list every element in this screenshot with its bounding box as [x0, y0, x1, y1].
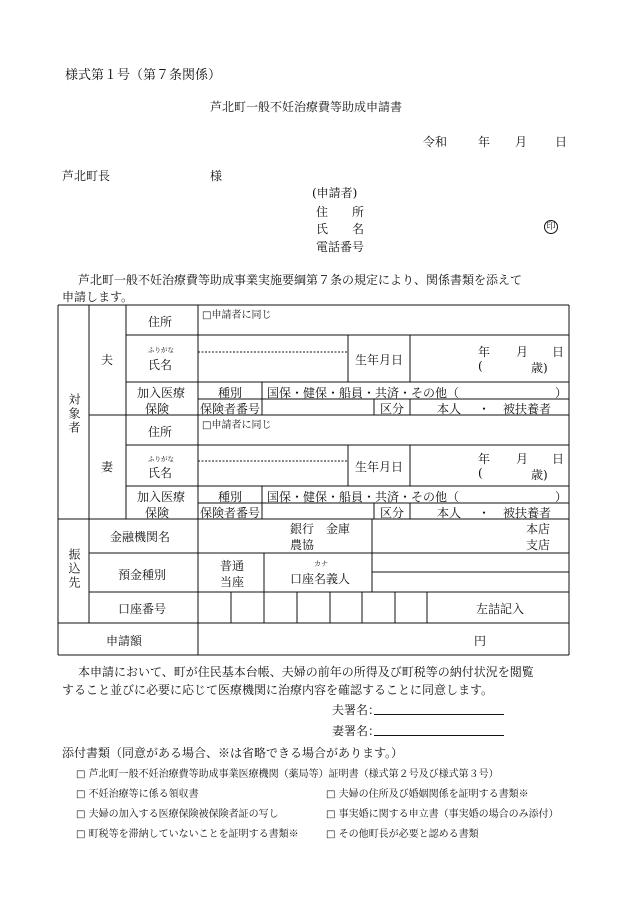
husband-kind-options: 国保・健保・船員・共済・その他（ ）: [267, 386, 568, 400]
attachment-item-7[interactable]: □ その他町長が必要と認める書類: [326, 829, 479, 840]
branch-option: 支店: [526, 538, 551, 552]
attachment-item-2[interactable]: □ 不妊治療等に係る領収書: [76, 789, 199, 800]
wife-insurance-label-2: 保険: [145, 506, 170, 520]
transfer-label: 振込先: [67, 548, 81, 590]
target-person-label: 対象者: [67, 393, 81, 435]
wife-dot: ・: [478, 506, 491, 520]
attachment-item-4[interactable]: □ 夫婦の加入する医療保険被保険者証の写し: [76, 809, 279, 820]
husband-same-as-applicant-checkbox[interactable]: □申請者に同じ: [202, 310, 272, 321]
wife-age-close: 歳): [531, 468, 548, 482]
applicant-name-label: 氏 名: [316, 222, 365, 236]
husband-category-label: 区分: [380, 402, 405, 416]
husband-signature-line[interactable]: [374, 714, 504, 715]
wife-insurance-label-1: 加入医療: [137, 490, 186, 504]
account-number-label: 口座番号: [118, 602, 167, 616]
intro-line-1: 芦北町一般不妊治療費等助成事業実施要綱第７条の規定により、関係書類を添えて: [78, 273, 523, 287]
left-aligned-note: 左詰記入: [476, 602, 525, 616]
husband-age-open: (: [478, 359, 483, 373]
date-era: 令和: [423, 135, 448, 149]
date-day: 日: [555, 135, 568, 149]
consent-line-2: すること並びに必要に応じて医療機関に治療内容を確認することに同意します。: [62, 683, 494, 697]
husband-insured-number-label: 保険者番号: [200, 402, 261, 416]
date-year: 年: [478, 135, 491, 149]
husband-dependent-option: 被扶養者: [503, 402, 552, 416]
husband-name-label: 氏名: [148, 358, 173, 372]
wife-category-label: 区分: [380, 506, 405, 520]
form-number: 様式第１号（第７条関係）: [65, 68, 222, 83]
bank-name-label: 金融機関名: [110, 530, 171, 544]
wife-furigana-label: ふりがな: [148, 455, 174, 463]
husband-furigana-label: ふりがな: [148, 346, 174, 354]
deposit-ordinary: 普通: [220, 559, 245, 573]
husband-age-close: 歳): [531, 361, 548, 375]
attachment-item-1[interactable]: □ 芦北町一般不妊治療費等助成事業医療機関（薬局等）証明書（様式第２号及び様式第３号）: [76, 769, 499, 780]
honorific: 様: [210, 169, 223, 183]
husband-birthdate-label: 生年月日: [355, 353, 404, 367]
wife-kind-options: 国保・健保・船員・共済・その他（ ）: [267, 490, 568, 504]
head-office-option: 本店: [526, 522, 551, 536]
wife-kind-label: 種別: [218, 490, 243, 504]
husband-dot: ・: [478, 402, 491, 416]
wife-name-label: 氏名: [148, 466, 173, 480]
applicant-address-label: 住 所: [316, 205, 365, 219]
bank-types-1: 銀行 金庫: [290, 522, 351, 536]
applicant-phone-label: 電話番号: [316, 240, 365, 254]
husband-insurance-label-2: 保険: [145, 402, 170, 416]
wife-label: 妻: [101, 460, 114, 474]
husband-insurance-label-1: 加入医療: [137, 386, 186, 400]
husband-birth-month: 月: [516, 345, 529, 359]
consent-line-1: 本申請において、町が住民基本台帳、夫婦の前年の所得及び町税等の納付状況を閲覧: [78, 665, 534, 679]
attachments-heading: 添付書類（同意がある場合、※は省略できる場合があります。）: [62, 746, 404, 760]
wife-person-option: 本人: [437, 506, 462, 520]
kana-label: カナ: [314, 560, 328, 568]
wife-birth-month: 月: [516, 452, 529, 466]
husband-label: 夫: [101, 353, 114, 367]
wife-birth-day: 日: [552, 452, 565, 466]
husband-signature-label: 夫署名：: [332, 703, 381, 717]
yen-unit: 円: [474, 634, 487, 648]
wife-age-open: (: [478, 466, 483, 480]
attachment-item-6[interactable]: □ 町税等を滞納していないことを証明する書類※: [76, 829, 299, 840]
amount-label: 申請額: [106, 634, 143, 648]
deposit-type-label: 預金種別: [118, 568, 167, 582]
attachment-item-3[interactable]: □ 夫婦の住所及び婚姻関係を証明する書類※: [326, 789, 529, 800]
account-holder-label: 口座名義人: [290, 572, 351, 586]
applicant-label: (申請者): [312, 186, 358, 200]
deposit-current: 当座: [220, 575, 245, 589]
date-month: 月: [515, 135, 528, 149]
wife-same-as-applicant-checkbox[interactable]: □申請者に同じ: [202, 420, 272, 431]
attachment-item-5[interactable]: □ 事実婚に関する申立書（事実婚の場合のみ添付）: [326, 809, 559, 820]
husband-birth-day: 日: [552, 345, 565, 359]
document-title: 芦北町一般不妊治療費等助成申請書: [210, 100, 403, 114]
wife-insured-number-label: 保険者番号: [200, 506, 261, 520]
bank-types-2: 農協: [290, 538, 315, 552]
wife-dependent-option: 被扶養者: [503, 506, 552, 520]
husband-birth-year: 年: [478, 345, 491, 359]
husband-address-label: 住所: [148, 315, 173, 329]
wife-signature-label: 妻署名：: [332, 724, 381, 738]
wife-address-label: 住所: [148, 425, 173, 439]
wife-birth-year: 年: [478, 452, 491, 466]
husband-kind-label: 種別: [218, 386, 243, 400]
wife-signature-line[interactable]: [374, 735, 504, 736]
intro-line-2: 申請します。: [62, 290, 134, 304]
wife-birthdate-label: 生年月日: [355, 460, 404, 474]
seal-mark: 印: [544, 220, 558, 234]
husband-person-option: 本人: [437, 402, 462, 416]
addressee: 芦北町長: [62, 169, 111, 183]
